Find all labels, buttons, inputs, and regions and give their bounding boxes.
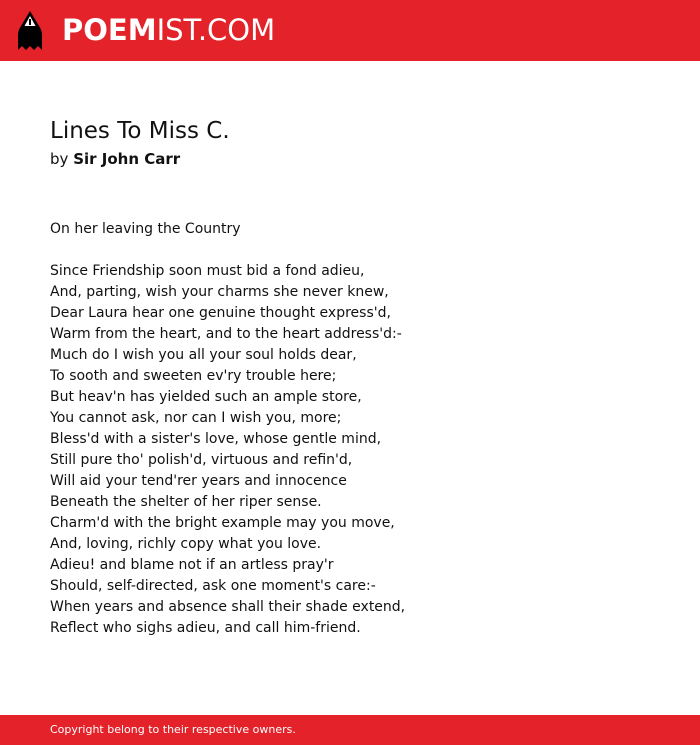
site-header — [0, 0, 700, 61]
logo-bold-text: POEM — [62, 13, 157, 47]
poem-line: You cannot ask, nor can I wish you, more; — [50, 410, 342, 426]
poem-line: Charm'd with the bright example may you move, — [50, 515, 395, 531]
poem-title: Lines To Miss C. — [50, 118, 230, 144]
poem-line: Warm from the heart, and to the heart address'd:- — [50, 326, 402, 342]
logo-wordmark — [62, 11, 275, 49]
poem-line: Should, self-directed, ask one moment's care:- — [50, 578, 376, 594]
poem-subtitle: On her leaving the Country — [50, 221, 241, 237]
poem-line: But heav'n has yielded such an ample store, — [50, 389, 362, 405]
poem-header — [50, 114, 670, 170]
poem-line: And, loving, richly copy what you love. — [50, 536, 322, 552]
author-link[interactable]: Sir John Carr — [73, 150, 181, 168]
pen-nib-icon — [18, 10, 42, 52]
poem-line: To sooth and sweeten ev'ry trouble here; — [50, 368, 337, 384]
poem-line: Bless'd with a sister's love, whose gentle mind, — [50, 431, 382, 447]
by-label: by — [50, 150, 69, 168]
poem-line: Reflect who sighs adieu, and call him-friend. — [50, 620, 361, 636]
poem-line: Will aid your tend'rer years and innocence — [50, 473, 347, 489]
poem-line: Beneath the shelter of her riper sense. — [50, 494, 322, 510]
poem-line: Since Friendship soon must bid a fond adieu, — [50, 263, 365, 279]
poem-lines — [50, 261, 670, 639]
logo-light-text: IST.COM — [156, 13, 276, 47]
poem-line: Dear Laura hear one genuine thought express'd, — [50, 305, 391, 321]
copyright-text: Copyright belong to their respective owners. — [50, 723, 296, 736]
poem-line: When years and absence shall their shade extend, — [50, 599, 406, 615]
poem-byline — [50, 148, 670, 170]
poem-line: Adieu! and blame not if an artless pray'r — [50, 557, 334, 573]
site-footer — [0, 715, 700, 745]
poem-line: And, parting, wish your charms she never knew, — [50, 284, 389, 300]
poem-body — [50, 219, 670, 639]
poem-line: Still pure tho' polish'd, virtuous and refin'd, — [50, 452, 353, 468]
poem-line: Much do I wish you all your soul holds dear, — [50, 347, 357, 363]
